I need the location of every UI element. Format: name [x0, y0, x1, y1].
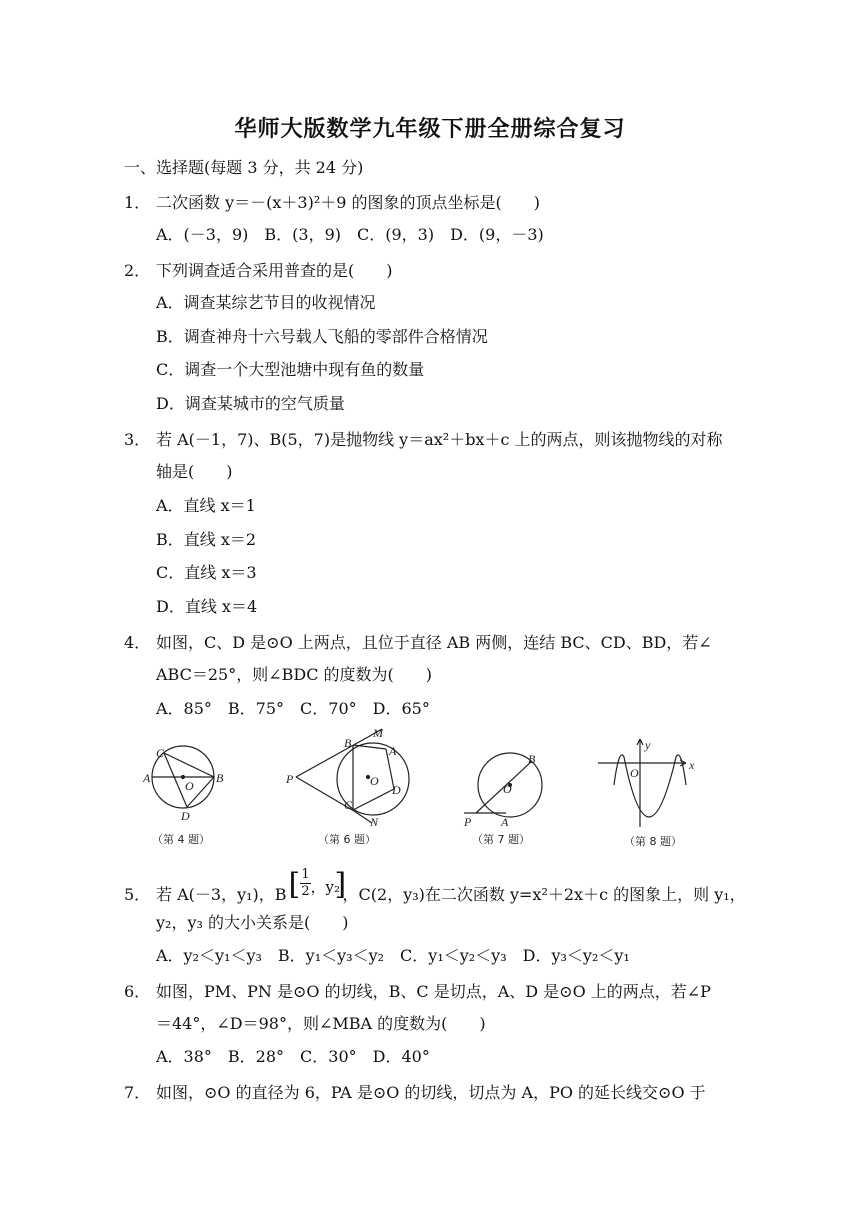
q4-stem-line2: ABC＝25°，则∠BDC 的度数为( )	[156, 665, 433, 684]
f6-label-d: D	[392, 783, 401, 797]
page-title: 华师大版数学九年级下册全册综合复习	[234, 117, 626, 142]
f6-label-b: B	[344, 736, 352, 750]
q5-stem-part-a: 若 A(－3，y₁)，B	[156, 885, 287, 904]
f7-label-o: O	[503, 782, 512, 796]
caption-q8: （第 8 题）	[624, 835, 682, 848]
q6-number: 6．	[124, 982, 151, 1001]
caption-q7: （第 7 题）	[472, 833, 530, 846]
q4-stem-line1: 如图，C、D 是⊙O 上两点，且位于直径 AB 两侧，连结 BC、CD、BD，若∠	[156, 633, 712, 652]
q6-stem-line2: ＝44°，∠D＝98°，则∠MBA 的度数为( )	[156, 1014, 486, 1033]
f8-label-x: x	[689, 758, 695, 772]
section-heading: 一、选择题(每题 3 分，共 24 分)	[124, 158, 364, 177]
f4-label-o: O	[185, 779, 194, 793]
q3-number: 3．	[124, 430, 151, 449]
figure-q4-labels	[142, 746, 224, 846]
figures-row	[0, 727, 860, 857]
q5-options: A．y₂＜y₁＜y₃ B．y₁＜y₃＜y₂ C．y₁＜y₂＜y₃ D．y₃＜y₂＜y₁	[156, 946, 630, 965]
q5-stem-line2: y₂，y₃ 的大小关系是( )	[156, 913, 349, 932]
q5-number: 5．	[124, 885, 151, 904]
f6-label-p: P	[286, 772, 294, 786]
q3-option-b: B．直线 x＝2	[156, 530, 257, 549]
f6-label-m: M	[373, 727, 383, 740]
figure-q7-labels	[463, 752, 536, 846]
f8-label-o: O	[630, 766, 639, 780]
q5-fraction-block: [ 1 2 ，y₂ ]	[288, 867, 347, 902]
q3-stem-line2: 轴是( )	[156, 462, 233, 481]
q5-stem-line1	[156, 867, 746, 905]
q5-y2: ，y₂	[310, 878, 341, 896]
f4-label-a: A	[143, 771, 151, 785]
figure-q8	[598, 739, 686, 827]
f7-label-a: A	[501, 815, 509, 829]
q3-option-d: D．直线 x＝4	[156, 597, 258, 616]
f7-label-b: B	[528, 752, 536, 766]
q3-option-a: A．直线 x＝1	[156, 496, 256, 515]
q2-number: 2．	[124, 261, 151, 280]
q7-stem-line1: 如图，⊙O 的直径为 6，PA 是⊙O 的切线，切点为 A，PO 的延长线交⊙O 于	[156, 1083, 706, 1102]
caption-q6: （第 6 题）	[318, 833, 376, 846]
q6-options: A．38° B．28° C．30° D．40°	[156, 1047, 430, 1066]
figure-q8-labels	[624, 738, 695, 848]
q4-options: A．85° B．75° C．70° D．65°	[156, 699, 430, 718]
q6-stem-line1: 如图，PM、PN 是⊙O 的切线，B、C 是切点，A、D 是⊙O 上的两点，若∠P	[156, 982, 711, 1001]
f4-label-d: D	[181, 809, 190, 823]
q2-option-b: B．调查神舟十六号载人飞船的零部件合格情况	[156, 327, 488, 346]
f8-label-y: y	[645, 738, 651, 752]
q2-option-a: A．调查某综艺节目的收视情况	[156, 293, 376, 312]
f6-label-a: A	[389, 744, 397, 758]
q2-option-c: C．调查一个大型池塘中现有鱼的数量	[156, 360, 425, 379]
q5-frac-numerator: 1	[301, 867, 310, 882]
f6-label-n: N	[370, 815, 379, 829]
q1-stem: 二次函数 y＝－(x＋3)²＋9 的图象的顶点坐标是( )	[156, 193, 540, 212]
q3-stem-line1: 若 A(－1，7)、B(5，7)是抛物线 y＝ax²＋bx＋c 上的两点，则该抛物线的对称	[156, 430, 723, 449]
q2-option-d: D．调查某城市的空气质量	[156, 394, 345, 413]
q7-number: 7．	[124, 1083, 151, 1102]
f6-label-o: O	[370, 774, 379, 788]
q4-number: 4．	[124, 633, 151, 652]
q3-option-c: C．直线 x＝3	[156, 563, 257, 582]
q5-stem-part-b: ，C(2，y₃)在二次函数 y=x²＋2x＋c 的图象上，则 y₁，	[342, 885, 746, 904]
q5-frac-denominator: 2	[301, 884, 310, 899]
caption-q4: （第 4 题）	[152, 833, 210, 846]
q2-stem: 下列调查适合采用普查的是( )	[156, 261, 393, 280]
f7-label-p: P	[464, 815, 472, 829]
f6-label-c: C	[344, 798, 353, 812]
f4-label-b: B	[216, 771, 224, 785]
q1-number: 1．	[124, 193, 151, 212]
q1-options: A．(－3，9) B．(3，9) C．(9，3) D．(9，－3)	[156, 225, 544, 244]
f4-label-c: C	[156, 746, 165, 760]
